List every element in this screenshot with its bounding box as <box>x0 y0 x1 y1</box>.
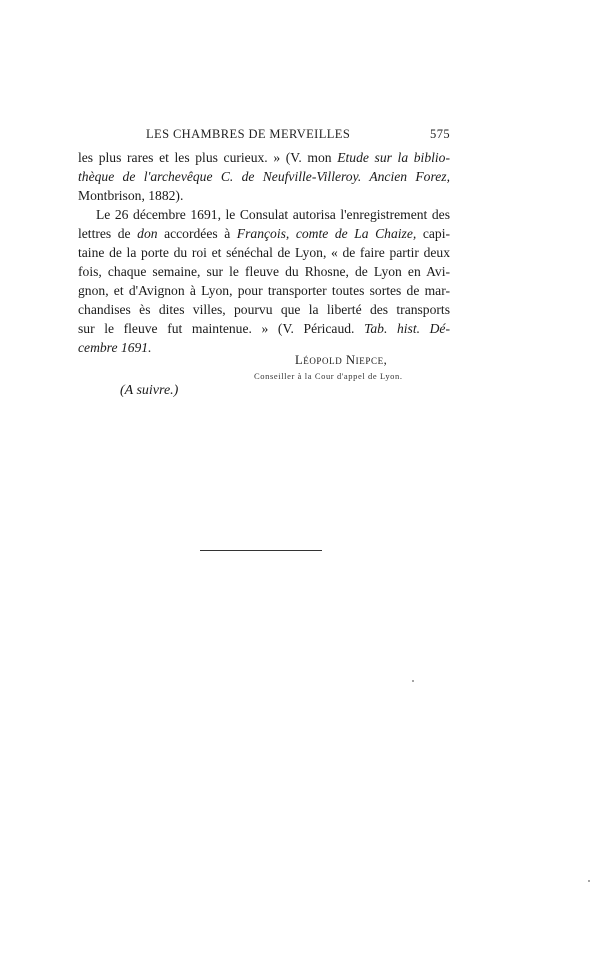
author-signature: Léopold Niepce, <box>295 353 388 367</box>
italic-title: Etude sur la biblio- <box>337 150 450 165</box>
paragraph-2-line-1: Le 26 décembre 1691, le Consulat autorisa l'enregistrement des <box>96 207 450 222</box>
text-span: accordées à <box>157 226 237 241</box>
text-span: lettres de <box>78 226 138 241</box>
author-title: Conseiller à la Cour d'appel de Lyon. <box>254 371 403 381</box>
italic-title: Tab. hist. Dé- <box>364 321 450 336</box>
paragraph-2-line-2 <box>78 224 450 243</box>
paragraph-1-line-1 <box>78 148 450 167</box>
text-span: les plus rares et les plus curieux. » (V. mon <box>78 150 338 165</box>
paragraph-2-line-4: fois, chaque semaine, sur le fleuve du Rhosne, de Lyon en Avi- <box>78 264 450 279</box>
paper-speck <box>588 880 590 882</box>
page-number: 575 <box>430 127 450 141</box>
italic-title: thèque de l'archevêque C. de Neufville-Villeroy. Ancien Forez, <box>78 169 450 184</box>
body-text <box>78 148 450 357</box>
text-span: capi- <box>416 226 450 241</box>
paragraph-2-line-3: taine de la porte du roi et sénéchal de Lyon, « de faire partir deux <box>78 245 450 260</box>
section-divider <box>200 550 322 551</box>
paragraph-2-line-7 <box>78 319 450 338</box>
italic-word: don <box>137 226 158 241</box>
continuation-note: (A suivre.) <box>120 383 179 398</box>
italic-title: cembre 1691. <box>78 340 152 355</box>
running-title: LES CHAMBRES DE MERVEILLES <box>146 127 351 141</box>
paragraph-2-line-6: chandises ès dites villes, pourvu que la liberté des transports <box>78 302 450 317</box>
paragraph-2-line-5: gnon, et d'Avignon à Lyon, pour transporter toutes sortes de mar- <box>78 283 450 298</box>
paragraph-1-line-3: Montbrison, 1882). <box>78 188 184 203</box>
paragraph-1-line-2 <box>78 167 450 186</box>
italic-name: François, comte de La Chaize, <box>236 226 417 241</box>
text-span: sur le fleuve fut maintenue. » (V. Péricaud. <box>78 321 365 336</box>
running-head <box>78 127 450 145</box>
paragraph-2-line-8 <box>78 338 450 357</box>
paper-speck <box>412 680 414 682</box>
